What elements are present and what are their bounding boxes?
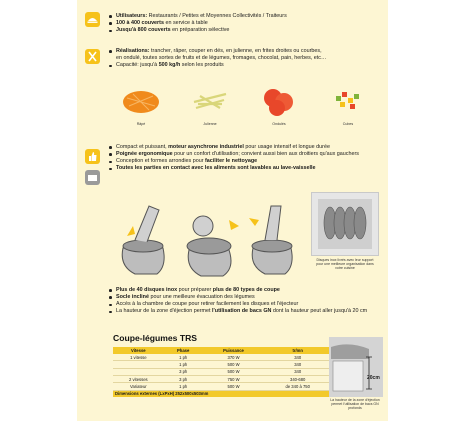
table-row (113, 368, 331, 375)
table-cell: 340 (264, 361, 331, 368)
cut-samples (109, 78, 379, 128)
features-list (109, 144, 381, 172)
table-header-row (113, 347, 331, 354)
table-cell: 3 ph (164, 376, 203, 383)
table-title: Coupe-légumes TRS (113, 333, 198, 343)
covers-line: 100 à 400 couverts en service à table (109, 20, 381, 27)
feature-line: Conception et formes arrondies pour faciliter le nettoyage (109, 158, 381, 165)
table-header: Phase (164, 347, 203, 354)
users-list (109, 13, 381, 34)
thumbs-up-icon (85, 149, 100, 164)
table-cell: 1 vitesse (113, 354, 164, 361)
cut-label: Ondulés (272, 122, 286, 126)
capacity-line: Capacité: jusqu'à 500 kg/h selon les produits (109, 62, 381, 69)
table-cell: 1 ph (164, 383, 203, 390)
table-row (113, 354, 331, 361)
gn-caption: La hauteur de la zone d'éjection permet l'utilisation de bacs GN profonds (330, 398, 380, 411)
table-cell: Variateur (113, 383, 164, 390)
table-cell: 500 W (203, 361, 265, 368)
table-cell: 1 ph (164, 361, 203, 368)
feature-line: Poignée ergonomique pour un confort d'utilisation; convient aussi bien aux droitiers qu'aux gauchers (109, 151, 381, 158)
table-cell (113, 368, 164, 375)
table-cell: 340-680 (264, 376, 331, 383)
discs-line: La hauteur de la zone d'éjection permet l'utilisation de bacs GN dont la hauteur peut aller jusqu'à 20 cm (109, 308, 371, 315)
cut-rape (117, 78, 165, 128)
table-footer: Dimensions externes (LxPxH) 252x500x503mm (113, 390, 331, 397)
machine-illustrations (105, 196, 295, 280)
discs-list (109, 287, 371, 315)
discs-line: Plus de 40 disques inox pour préparer plus de 80 types de coupe (109, 287, 371, 294)
scale-icon (85, 170, 100, 185)
table-cell: 340 (264, 368, 331, 375)
feature-line: Toutes les parties en contact avec les aliments sont lavables au lave-vaisselle (109, 165, 381, 172)
feature-line: Compact et puissant, moteur asynchrone industriel pour usage intensif et longue durée (109, 144, 381, 151)
table-row (113, 376, 331, 383)
product-sheet (77, 0, 388, 421)
cut-label: Cubes (342, 122, 354, 126)
gn-dimension: 20cm (367, 375, 380, 381)
table-header: tr/mn (264, 347, 331, 354)
table-cell (113, 361, 164, 368)
table-cell: 3 ph (164, 368, 203, 375)
discs-caption: Disques inox livrés avec leur support pour une meilleure organisation dans votre cuisine (316, 258, 374, 271)
table-cell: 2 vitesses (113, 376, 164, 383)
realisations-line-2: en ondulé, toutes sortes de fruits et de légumes, fromages, chocolat, pain, herbes, etc… (116, 55, 327, 62)
realisations-line: Réalisations: trancher, râper, couper en dés, en julienne, en frites droites ou courbes, (109, 48, 381, 55)
spec-table (113, 347, 331, 397)
table-cell: 750 W (203, 376, 265, 383)
users-line: Utilisateurs: Restaurants / Petites et Moyennes Collectivités / Traiteurs (109, 13, 381, 20)
table-cell: 500 W (203, 383, 265, 390)
cut-label: Râpé (136, 122, 146, 126)
cut-julienne (186, 78, 234, 128)
table-row (113, 361, 331, 368)
table-row (113, 383, 331, 390)
gn-tray-photo (329, 337, 383, 397)
cut-ondules (255, 78, 303, 128)
realisations-list (109, 48, 381, 69)
table-header: Vitesse (113, 347, 164, 354)
table-header: Puissance (203, 347, 265, 354)
covers-selective-line: Jusqu'à 800 couverts en préparation sélective (109, 27, 381, 34)
table-cell: 370 W (203, 354, 265, 361)
cut-label: Julienne (203, 122, 217, 126)
table-cell: 340 (264, 354, 331, 361)
table-cell: de 340 à 750 (264, 383, 331, 390)
cut-cubes (324, 78, 372, 128)
table-cell: 1 ph (164, 354, 203, 361)
knife-fork-icon (85, 49, 100, 64)
tray-food-icon (85, 12, 100, 27)
discs-photo (311, 192, 379, 256)
table-cell: 500 W (203, 368, 265, 375)
discs-line: Accès à la chambre de coupe pour retirer facilement les disques et l'éjecteur (109, 301, 371, 308)
discs-line: Socle incliné pour une meilleure évacuation des légumes (109, 294, 371, 301)
table-footer-row (113, 390, 331, 397)
